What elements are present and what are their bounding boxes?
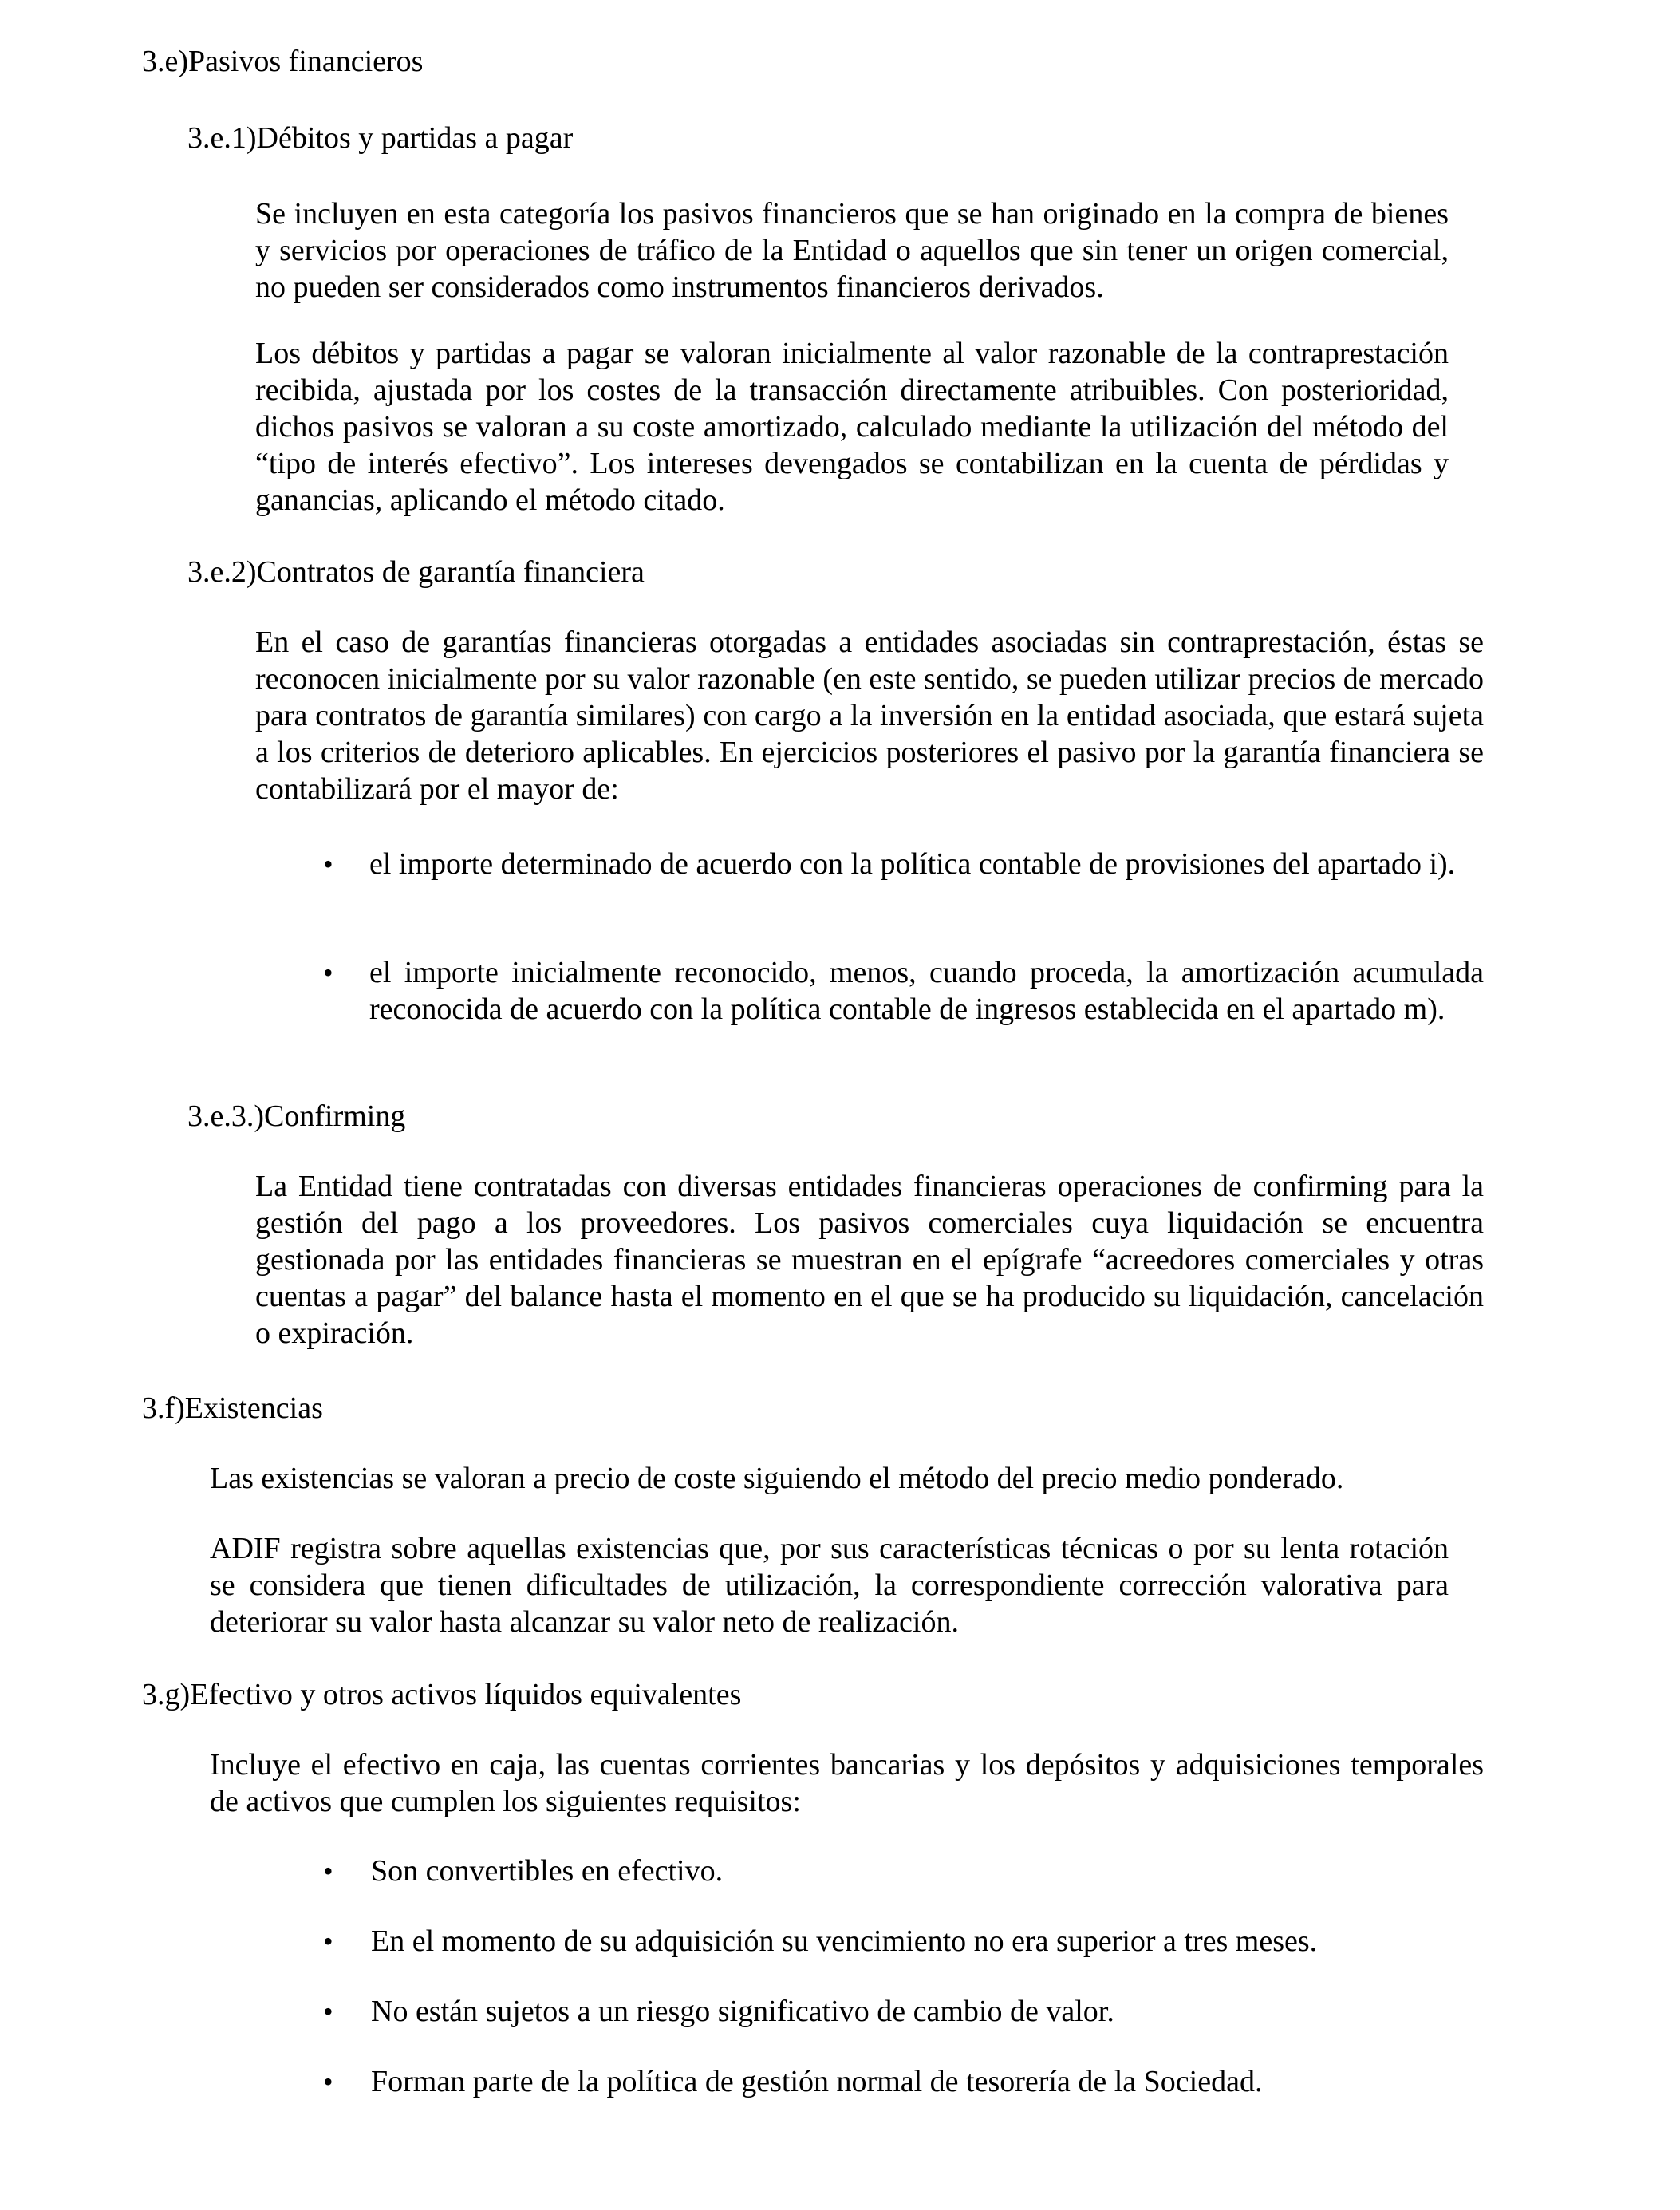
bullet-item-3g-3: No están sujetos a un riesgo significativo de cambio de valor. [371, 1995, 1114, 2028]
bullet-item-3e2-1: el importe determinado de acuerdo con la política contable de provisiones del apartado i). [369, 847, 1456, 881]
subsection-heading-3e3: 3.e.3.)Confirming [187, 1099, 406, 1133]
bullet-item-3g-2: En el momento de su adquisición su vencimiento no era superior a tres meses. [371, 1924, 1318, 1958]
paragraph-3e3-1: La Entidad tiene contratadas con diversas entidades financieras operaciones de confirming para la gestión del pago a los proveedores. Los pasivos comerciales cuya liquidación se encuentra gestionada por las entidades financieras se muestran en el epígrafe “acreedores comerciales y otras cuentas a pagar” del balance hasta el momento en el que se ha producido su liquidación, cancelación o expiración. [255, 1170, 1484, 1350]
paragraph-3e2-1: En el caso de garantías financieras otorgadas a entidades asociadas sin contraprestación, éstas se reconocen inicialmente por su valor razonable (en este sentido, se pueden utilizar precios de mercado para contratos de garantía similares) con cargo a la inversión en la entidad asociada, que estará sujeta a los criterios de deterioro aplicables. En ejercicios posteriores el pasivo por la garantía financiera se contabilizará por el mayor de: [255, 626, 1484, 806]
paragraph-3g-1: Incluye el efectivo en caja, las cuentas corrientes bancarias y los depósitos y adquisiciones temporales de activos que cumplen los siguientes requisitos: [210, 1748, 1484, 1818]
bullet-icon: • [323, 1925, 333, 1957]
paragraph-3f-2: ADIF registra sobre aquellas existencias que, por sus características técnicas o por su lenta rotación se considera que tienen dificultades de utilización, la correspondiente corrección valorativa para deteriorar su valor hasta alcanzar su valor neto de realización. [210, 1532, 1449, 1639]
bullet-icon: • [323, 1855, 333, 1887]
bullet-icon: • [323, 848, 333, 880]
section-heading-3e: 3.e)Pasivos financieros [142, 45, 424, 78]
paragraph-3e1-1: Se incluyen en esta categoría los pasivos financieros que se han originado en la compra de bienes y servicios por operaciones de tráfico de la Entidad o aquellos que sin tener un origen comercial, no pueden ser considerados como instrumentos financieros derivados. [255, 197, 1449, 304]
section-heading-3f: 3.f)Existencias [142, 1391, 323, 1425]
subsection-heading-3e1: 3.e.1)Débitos y partidas a pagar [187, 121, 574, 155]
bullet-item-3g-1: Son convertibles en efectivo. [371, 1854, 724, 1888]
bullet-icon: • [323, 1995, 333, 2027]
bullet-item-3e2-2: el importe inicialmente reconocido, menos, cuando proceda, la amortización acumulada reconocida de acuerdo con la política contable de ingresos establecida en el apartado m). [369, 956, 1484, 1026]
paragraph-3f-1: Las existencias se valoran a precio de coste siguiendo el método del precio medio ponderado. [210, 1462, 1344, 1495]
bullet-icon: • [323, 2066, 333, 2098]
bullet-item-3g-4: Forman parte de la política de gestión normal de tesorería de la Sociedad. [371, 2065, 1263, 2098]
bullet-icon: • [323, 957, 333, 989]
paragraph-3e1-2: Los débitos y partidas a pagar se valoran inicialmente al valor razonable de la contraprestación recibida, ajustada por los costes de la transacción directamente atribuibles. Con posterioridad, dichos pasivos se valoran a su coste amortizado, calculado mediante la utilización del método del “tipo de interés efectivo”. Los intereses devengados se contabilizan en la cuenta de pérdidas y ganancias, aplicando el método citado. [255, 337, 1449, 517]
subsection-heading-3e2: 3.e.2)Contratos de garantía financiera [187, 555, 645, 589]
section-heading-3g: 3.g)Efectivo y otros activos líquidos equivalentes [142, 1678, 742, 1711]
